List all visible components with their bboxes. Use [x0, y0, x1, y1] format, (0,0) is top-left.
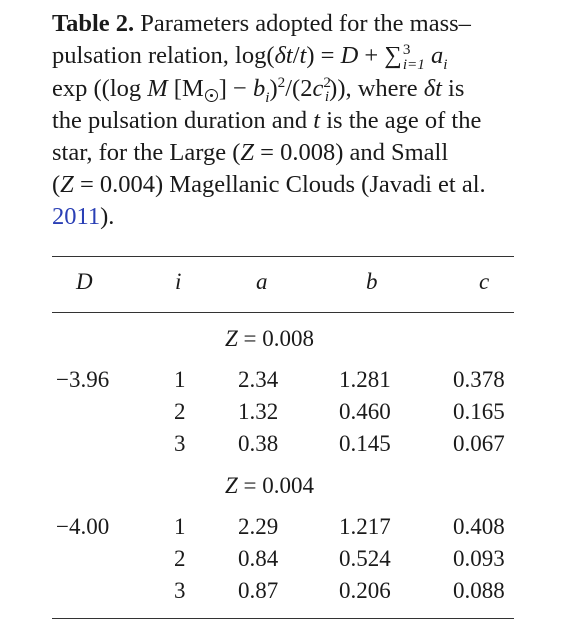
- table-row: 2 1.32 0.460 0.165: [174, 399, 505, 424]
- table-row: 3 0.38 0.145 0.067: [174, 431, 505, 456]
- table-row: 2 0.84 0.524 0.093: [174, 546, 505, 571]
- table-row: 1 2.34 1.281 0.378: [174, 367, 505, 392]
- caption-line-1: Table 2. Parameters adopted for the mass–: [52, 10, 471, 37]
- caption-line-4: the pulsation duration and t is the age of the: [52, 106, 482, 134]
- table-header-rule: [52, 312, 514, 313]
- caption-line-5: star, for the Large (Z = 0.008) and Small: [52, 138, 449, 166]
- citation-link[interactable]: 2011: [52, 202, 101, 230]
- header-a: a: [256, 269, 268, 294]
- header-b: b: [366, 269, 378, 294]
- caption-line-7: 2011).: [52, 202, 115, 230]
- table-row: 1 2.29 1.217 0.408: [174, 514, 505, 539]
- sum-operator: ∑ 3 i=1: [384, 41, 425, 74]
- caption-line-3: exp ((log M [M ] − $b_i)^2/(2c^2_i)$), where δt is: [52, 73, 465, 106]
- caption-line-6: (Z = 0.004) Magellanic Clouds (Javadi et al.: [52, 170, 486, 198]
- group-label-z-0008: Z = 0.008: [225, 326, 315, 351]
- group-2-D: −4.00: [56, 514, 110, 539]
- caption-line-2: pulsation relation, log(δt/t) = D + ∑ 3 i=1 $a_i$: [52, 41, 448, 74]
- header-i: i: [175, 269, 182, 294]
- table-bottom-rule: [52, 618, 514, 619]
- table-caption: [52, 8, 512, 233]
- table-label: Table 2.: [52, 10, 135, 37]
- table-row: 3 0.87 0.206 0.088: [174, 578, 505, 603]
- group-1-D: −3.96: [56, 367, 110, 392]
- solar-mass-symbol-icon: [205, 89, 218, 102]
- header-D: D: [76, 269, 93, 294]
- group-label-z-0004: Z = 0.004: [225, 473, 315, 498]
- table-top-rule: [52, 256, 514, 257]
- header-c: c: [479, 269, 490, 294]
